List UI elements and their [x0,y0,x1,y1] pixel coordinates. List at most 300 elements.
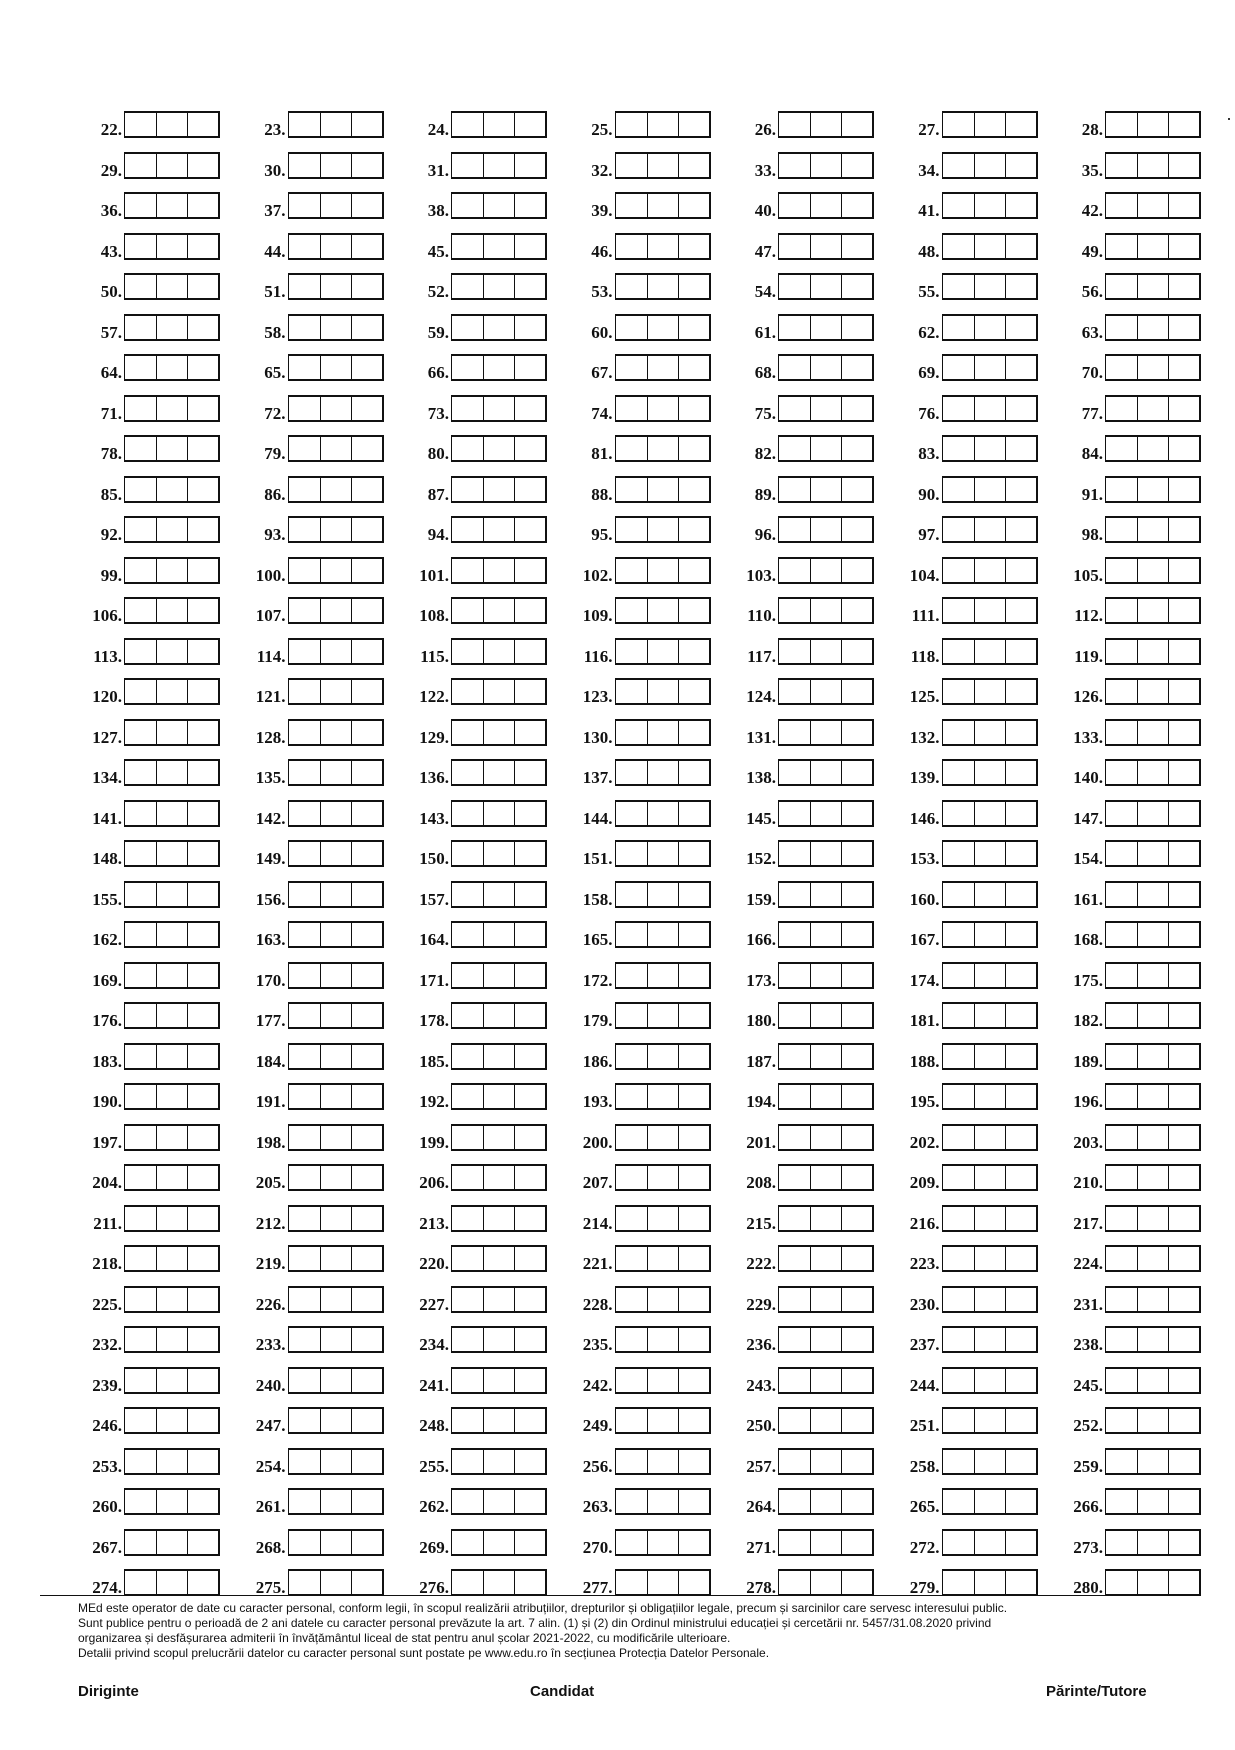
answer-box[interactable] [1168,1409,1199,1432]
answer-box[interactable] [943,1247,974,1270]
answer-box[interactable] [841,154,872,177]
answer-box[interactable] [125,761,156,784]
answer-box[interactable] [616,1490,647,1513]
answer-box[interactable] [351,113,382,136]
answer-box[interactable] [1106,721,1137,744]
answer-box[interactable] [616,356,647,379]
answer-box[interactable] [1137,1247,1168,1270]
answer-box[interactable] [1005,640,1036,663]
answer-box[interactable] [452,478,483,501]
answer-box[interactable] [943,640,974,663]
answer-box[interactable] [616,1045,647,1068]
answer-box[interactable] [1137,883,1168,906]
answer-box[interactable] [810,640,841,663]
answer-box[interactable] [779,1207,810,1230]
answer-box[interactable] [841,194,872,217]
answer-box[interactable] [810,761,841,784]
answer-box[interactable] [647,640,678,663]
answer-box[interactable] [678,761,709,784]
answer-box[interactable] [1168,842,1199,865]
answer-box[interactable] [1137,235,1168,258]
answer-box[interactable] [616,478,647,501]
answer-box[interactable] [1005,1207,1036,1230]
answer-box[interactable] [483,1450,514,1473]
answer-box[interactable] [974,1490,1005,1513]
answer-box[interactable] [1106,1450,1137,1473]
answer-box[interactable] [974,599,1005,622]
answer-box[interactable] [678,1247,709,1270]
answer-box[interactable] [1168,964,1199,987]
answer-box[interactable] [678,113,709,136]
answer-box[interactable] [678,559,709,582]
answer-box[interactable] [1005,1328,1036,1351]
answer-box[interactable] [452,1288,483,1311]
answer-box[interactable] [779,1571,810,1594]
answer-box[interactable] [452,964,483,987]
answer-box[interactable] [678,1288,709,1311]
answer-box[interactable] [125,923,156,946]
answer-box[interactable] [483,1571,514,1594]
answer-box[interactable] [974,1004,1005,1027]
answer-box[interactable] [320,316,351,339]
answer-box[interactable] [351,923,382,946]
answer-box[interactable] [974,1409,1005,1432]
answer-box[interactable] [974,356,1005,379]
answer-box[interactable] [452,316,483,339]
answer-box[interactable] [943,1288,974,1311]
answer-box[interactable] [779,842,810,865]
answer-box[interactable] [779,478,810,501]
answer-box[interactable] [1005,680,1036,703]
answer-box[interactable] [1137,1207,1168,1230]
answer-box[interactable] [974,437,1005,460]
answer-box[interactable] [289,1490,320,1513]
answer-box[interactable] [452,397,483,420]
answer-box[interactable] [779,721,810,744]
answer-box[interactable] [483,1126,514,1149]
answer-box[interactable] [351,478,382,501]
answer-box[interactable] [943,842,974,865]
answer-box[interactable] [1168,235,1199,258]
answer-box[interactable] [483,316,514,339]
answer-box[interactable] [616,437,647,460]
answer-box[interactable] [156,356,187,379]
answer-box[interactable] [156,1045,187,1068]
answer-box[interactable] [943,1531,974,1554]
answer-box[interactable] [289,113,320,136]
answer-box[interactable] [616,1450,647,1473]
answer-box[interactable] [1168,1571,1199,1594]
answer-box[interactable] [187,275,218,298]
answer-box[interactable] [1168,1531,1199,1554]
answer-box[interactable] [647,275,678,298]
answer-box[interactable] [320,761,351,784]
answer-box[interactable] [125,559,156,582]
answer-box[interactable] [841,964,872,987]
answer-box[interactable] [156,1247,187,1270]
answer-box[interactable] [483,883,514,906]
answer-box[interactable] [1168,1004,1199,1027]
answer-box[interactable] [483,1004,514,1027]
answer-box[interactable] [514,1126,545,1149]
answer-box[interactable] [647,964,678,987]
answer-box[interactable] [187,1207,218,1230]
answer-box[interactable] [156,883,187,906]
answer-box[interactable] [289,194,320,217]
answer-box[interactable] [943,1450,974,1473]
answer-box[interactable] [943,478,974,501]
answer-box[interactable] [1005,1247,1036,1270]
answer-box[interactable] [452,113,483,136]
answer-box[interactable] [125,397,156,420]
answer-box[interactable] [810,518,841,541]
answer-box[interactable] [1137,640,1168,663]
answer-box[interactable] [779,1288,810,1311]
answer-box[interactable] [1005,235,1036,258]
answer-box[interactable] [1005,761,1036,784]
answer-box[interactable] [1106,1571,1137,1594]
answer-box[interactable] [841,356,872,379]
answer-box[interactable] [320,1369,351,1392]
answer-box[interactable] [1106,1531,1137,1554]
answer-box[interactable] [810,478,841,501]
answer-box[interactable] [779,437,810,460]
answer-box[interactable] [1168,275,1199,298]
answer-box[interactable] [779,397,810,420]
answer-box[interactable] [351,640,382,663]
answer-box[interactable] [647,842,678,865]
answer-box[interactable] [1005,1126,1036,1149]
answer-box[interactable] [779,599,810,622]
answer-box[interactable] [1106,194,1137,217]
answer-box[interactable] [125,1207,156,1230]
answer-box[interactable] [1168,478,1199,501]
answer-box[interactable] [156,1328,187,1351]
answer-box[interactable] [841,1085,872,1108]
answer-box[interactable] [125,478,156,501]
answer-box[interactable] [289,761,320,784]
answer-box[interactable] [351,1409,382,1432]
answer-box[interactable] [943,1571,974,1594]
answer-box[interactable] [289,599,320,622]
answer-box[interactable] [187,356,218,379]
answer-box[interactable] [351,599,382,622]
answer-box[interactable] [678,599,709,622]
answer-box[interactable] [779,1490,810,1513]
answer-box[interactable] [779,964,810,987]
answer-box[interactable] [125,154,156,177]
answer-box[interactable] [351,1004,382,1027]
answer-box[interactable] [1137,154,1168,177]
answer-box[interactable] [616,1126,647,1149]
answer-box[interactable] [351,1288,382,1311]
answer-box[interactable] [1168,437,1199,460]
answer-box[interactable] [1168,316,1199,339]
answer-box[interactable] [351,721,382,744]
answer-box[interactable] [1137,1004,1168,1027]
answer-box[interactable] [514,275,545,298]
answer-box[interactable] [514,1247,545,1270]
answer-box[interactable] [452,721,483,744]
answer-box[interactable] [616,761,647,784]
answer-box[interactable] [351,154,382,177]
answer-box[interactable] [974,883,1005,906]
answer-box[interactable] [452,680,483,703]
answer-box[interactable] [943,1207,974,1230]
answer-box[interactable] [943,356,974,379]
answer-box[interactable] [289,923,320,946]
answer-box[interactable] [616,518,647,541]
answer-box[interactable] [514,235,545,258]
answer-box[interactable] [156,1126,187,1149]
answer-box[interactable] [647,721,678,744]
answer-box[interactable] [125,518,156,541]
answer-box[interactable] [841,680,872,703]
answer-box[interactable] [1137,113,1168,136]
answer-box[interactable] [810,1450,841,1473]
answer-box[interactable] [647,356,678,379]
answer-box[interactable] [351,235,382,258]
answer-box[interactable] [616,883,647,906]
answer-box[interactable] [1106,154,1137,177]
answer-box[interactable] [943,1045,974,1068]
answer-box[interactable] [1005,1450,1036,1473]
answer-box[interactable] [320,397,351,420]
answer-box[interactable] [187,478,218,501]
answer-box[interactable] [1005,559,1036,582]
answer-box[interactable] [156,599,187,622]
answer-box[interactable] [289,1045,320,1068]
answer-box[interactable] [156,842,187,865]
answer-box[interactable] [1137,1085,1168,1108]
answer-box[interactable] [125,1490,156,1513]
answer-box[interactable] [156,1450,187,1473]
answer-box[interactable] [452,761,483,784]
answer-box[interactable] [810,1126,841,1149]
answer-box[interactable] [616,842,647,865]
answer-box[interactable] [974,1085,1005,1108]
answer-box[interactable] [779,1085,810,1108]
answer-box[interactable] [187,154,218,177]
answer-box[interactable] [1106,1369,1137,1392]
answer-box[interactable] [514,1369,545,1392]
answer-box[interactable] [678,437,709,460]
answer-box[interactable] [125,1531,156,1554]
answer-box[interactable] [943,680,974,703]
answer-box[interactable] [289,356,320,379]
answer-box[interactable] [1168,599,1199,622]
answer-box[interactable] [974,1126,1005,1149]
answer-box[interactable] [841,478,872,501]
answer-box[interactable] [647,1490,678,1513]
answer-box[interactable] [841,518,872,541]
answer-box[interactable] [320,599,351,622]
answer-box[interactable] [810,1085,841,1108]
answer-box[interactable] [974,1045,1005,1068]
answer-box[interactable] [187,235,218,258]
answer-box[interactable] [351,437,382,460]
answer-box[interactable] [452,194,483,217]
answer-box[interactable] [1137,437,1168,460]
answer-box[interactable] [810,1409,841,1432]
answer-box[interactable] [156,397,187,420]
answer-box[interactable] [320,356,351,379]
answer-box[interactable] [678,1166,709,1189]
answer-box[interactable] [452,883,483,906]
answer-box[interactable] [616,154,647,177]
answer-box[interactable] [943,1490,974,1513]
answer-box[interactable] [678,235,709,258]
answer-box[interactable] [320,194,351,217]
answer-box[interactable] [289,235,320,258]
answer-box[interactable] [647,599,678,622]
answer-box[interactable] [647,1126,678,1149]
answer-box[interactable] [779,154,810,177]
answer-box[interactable] [974,761,1005,784]
answer-box[interactable] [810,1247,841,1270]
answer-box[interactable] [483,680,514,703]
answer-box[interactable] [841,1126,872,1149]
answer-box[interactable] [616,275,647,298]
answer-box[interactable] [841,1450,872,1473]
answer-box[interactable] [1106,761,1137,784]
answer-box[interactable] [483,1288,514,1311]
answer-box[interactable] [320,1085,351,1108]
answer-box[interactable] [156,194,187,217]
answer-box[interactable] [678,1531,709,1554]
answer-box[interactable] [452,1369,483,1392]
answer-box[interactable] [1106,1490,1137,1513]
answer-box[interactable] [187,1288,218,1311]
answer-box[interactable] [156,964,187,987]
answer-box[interactable] [678,1207,709,1230]
answer-box[interactable] [810,1045,841,1068]
answer-box[interactable] [125,1409,156,1432]
answer-box[interactable] [125,721,156,744]
answer-box[interactable] [125,1247,156,1270]
answer-box[interactable] [156,1085,187,1108]
answer-box[interactable] [125,1450,156,1473]
answer-box[interactable] [974,842,1005,865]
answer-box[interactable] [351,518,382,541]
answer-box[interactable] [1106,397,1137,420]
answer-box[interactable] [289,559,320,582]
answer-box[interactable] [810,1004,841,1027]
answer-box[interactable] [187,640,218,663]
answer-box[interactable] [1005,275,1036,298]
answer-box[interactable] [320,235,351,258]
answer-box[interactable] [1168,680,1199,703]
answer-box[interactable] [156,640,187,663]
answer-box[interactable] [514,1004,545,1027]
answer-box[interactable] [779,640,810,663]
answer-box[interactable] [351,1490,382,1513]
answer-box[interactable] [678,721,709,744]
answer-box[interactable] [483,842,514,865]
answer-box[interactable] [289,640,320,663]
answer-box[interactable] [320,1004,351,1027]
answer-box[interactable] [779,1126,810,1149]
answer-box[interactable] [125,599,156,622]
answer-box[interactable] [1168,113,1199,136]
answer-box[interactable] [320,640,351,663]
answer-box[interactable] [452,559,483,582]
answer-box[interactable] [1106,235,1137,258]
answer-box[interactable] [187,923,218,946]
answer-box[interactable] [156,1409,187,1432]
answer-box[interactable] [1106,275,1137,298]
answer-box[interactable] [452,1004,483,1027]
answer-box[interactable] [156,1207,187,1230]
answer-box[interactable] [483,721,514,744]
answer-box[interactable] [483,1207,514,1230]
answer-box[interactable] [289,316,320,339]
answer-box[interactable] [779,1369,810,1392]
answer-box[interactable] [452,154,483,177]
answer-box[interactable] [779,194,810,217]
answer-box[interactable] [514,721,545,744]
answer-box[interactable] [483,1085,514,1108]
answer-box[interactable] [678,842,709,865]
answer-box[interactable] [841,113,872,136]
answer-box[interactable] [1005,1409,1036,1432]
answer-box[interactable] [1168,1450,1199,1473]
answer-box[interactable] [1168,923,1199,946]
answer-box[interactable] [779,1166,810,1189]
answer-box[interactable] [452,802,483,825]
answer-box[interactable] [452,1166,483,1189]
answer-box[interactable] [125,275,156,298]
answer-box[interactable] [1106,1166,1137,1189]
answer-box[interactable] [647,1288,678,1311]
answer-box[interactable] [156,1571,187,1594]
answer-box[interactable] [125,1126,156,1149]
answer-box[interactable] [616,1247,647,1270]
answer-box[interactable] [1005,802,1036,825]
answer-box[interactable] [1168,883,1199,906]
answer-box[interactable] [616,113,647,136]
answer-box[interactable] [943,802,974,825]
answer-box[interactable] [289,842,320,865]
answer-box[interactable] [779,1450,810,1473]
answer-box[interactable] [187,397,218,420]
answer-box[interactable] [125,964,156,987]
answer-box[interactable] [320,1450,351,1473]
answer-box[interactable] [320,721,351,744]
answer-box[interactable] [483,964,514,987]
answer-box[interactable] [779,1409,810,1432]
answer-box[interactable] [1168,1288,1199,1311]
answer-box[interactable] [974,721,1005,744]
answer-box[interactable] [452,842,483,865]
answer-box[interactable] [810,1328,841,1351]
answer-box[interactable] [974,1571,1005,1594]
answer-box[interactable] [779,559,810,582]
answer-box[interactable] [1137,802,1168,825]
answer-box[interactable] [1137,1045,1168,1068]
answer-box[interactable] [810,923,841,946]
answer-box[interactable] [678,1126,709,1149]
answer-box[interactable] [514,559,545,582]
answer-box[interactable] [320,1045,351,1068]
answer-box[interactable] [125,883,156,906]
answer-box[interactable] [125,1045,156,1068]
answer-box[interactable] [841,640,872,663]
answer-box[interactable] [1106,356,1137,379]
answer-box[interactable] [974,680,1005,703]
answer-box[interactable] [810,842,841,865]
answer-box[interactable] [320,113,351,136]
